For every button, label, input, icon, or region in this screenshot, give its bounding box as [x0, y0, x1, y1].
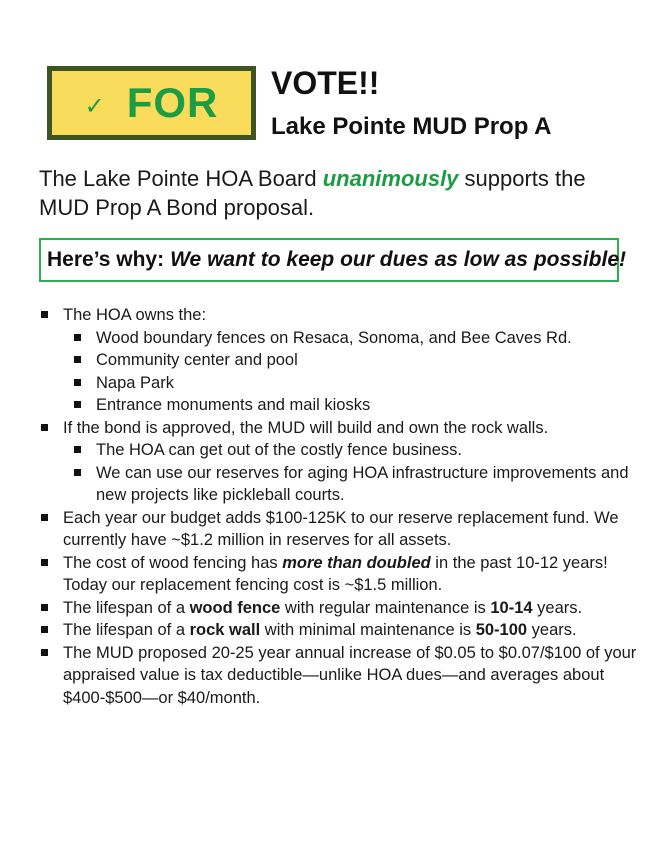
sub-list-item: We can use our reserves for aging HOA infrastructure improvements and new projects like pickleball courts. [39, 462, 639, 507]
why-emphasis: We want to keep our dues as low as possible! [170, 248, 626, 271]
for-label: FOR [126, 79, 219, 126]
sub-list-item: Wood boundary fences on Resaca, Sonoma, and Bee Caves Rd. [39, 327, 639, 350]
list-item: Each year our budget adds $100-125K to our reserve replacement fund. We currently have ~$1.2 million in reserves for all assets. [39, 507, 639, 552]
list-item: The lifespan of a rock wall with minimal maintenance is 50-100 years. [39, 619, 639, 642]
rock-lifespan: 50-100 [475, 621, 528, 639]
bullet-icon [74, 334, 81, 341]
vote-heading: VOTE!! [271, 65, 380, 101]
list-item: If the bond is approved, the MUD will build and own the rock walls. [39, 417, 639, 440]
prop-title: Lake Pointe MUD Prop A [271, 113, 552, 140]
list-item: The lifespan of a wood fence with regular maintenance is 10-14 years. [39, 597, 639, 620]
wood-lifespan: 10-14 [490, 598, 533, 617]
reasons-list [39, 304, 639, 709]
intro-paragraph: The Lake Pointe HOA Board unanimously supports the MUD Prop A Bond proposal. [39, 166, 586, 220]
bullet-icon [41, 559, 48, 566]
intro-emphasis: unanimously [322, 166, 459, 191]
bullet-icon [74, 356, 81, 363]
cost-emphasis: more than doubled [282, 553, 431, 572]
bullet-icon [41, 649, 48, 656]
sub-list-item: Community center and pool [39, 349, 639, 372]
bullet-icon [74, 379, 81, 386]
bullet-icon [41, 626, 48, 633]
bullet-icon [41, 311, 48, 318]
bullet-icon [74, 469, 81, 476]
bullet-icon [74, 401, 81, 408]
sub-list-item: Entrance monuments and mail kiosks [39, 394, 639, 417]
why-label: Here’s why: [47, 248, 165, 271]
list-item: The MUD proposed 20-25 year annual increase of $0.05 to $0.07/$100 of your appraised value is tax deductible—unlike HOA dues—and averages about $400-$500—or $40/month. [39, 642, 639, 710]
checkmark-icon: ✓ [84, 92, 105, 120]
list-item: The HOA owns the: [39, 304, 639, 327]
bullet-icon [41, 424, 48, 431]
list-item: The cost of wood fencing has more than doubled in the past 10-12 years! Today our replacement fencing cost is ~$1.5 million. [39, 552, 639, 597]
for-badge [47, 66, 256, 140]
sub-list-item: Napa Park [39, 372, 639, 395]
why-callout [39, 238, 626, 282]
bullet-icon [74, 446, 81, 453]
rock-wall-term: rock wall [189, 621, 261, 639]
wood-fence-term: wood fence [189, 598, 281, 617]
sub-list-item: The HOA can get out of the costly fence business. [39, 439, 639, 462]
bullet-icon [41, 514, 48, 521]
bullet-icon [41, 604, 48, 611]
